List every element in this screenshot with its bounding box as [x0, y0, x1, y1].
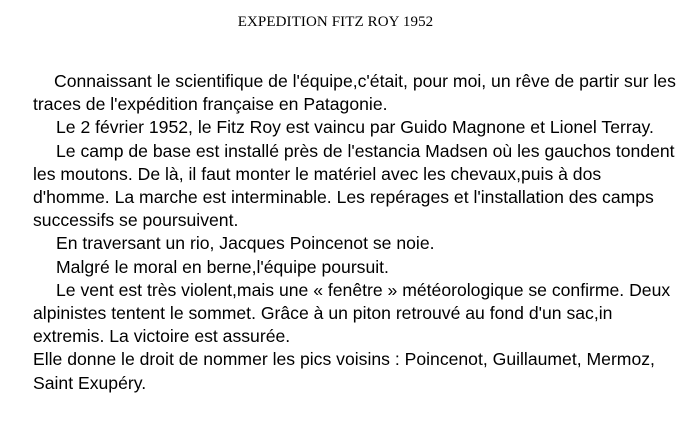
paragraph-river-drowning: En traversant un rio, Jacques Poincenot se noie.: [56, 233, 435, 254]
paragraph-base-camp: Le camp de base est installé près de l'estancia Madsen où les gauchos tondent les moutons. De là, il faut monter le matériel avec les chevaux,puis à dos d'homme. La marche est interminable. Les repérages et l'installation des camps successifs se poursuivent.: [33, 140, 675, 231]
paragraph-victory-date: Le 2 février 1952, le Fitz Roy est vaincu par Guido Magnone et Lionel Terray.: [56, 117, 654, 138]
paragraph-team-continues: Malgré le moral en berne,l'équipe poursuit.: [56, 256, 389, 277]
paragraph-summit-attempt: Le vent est très violent,mais une « fenêtre » météorologique se confirme. Deux alpinistes tentent le sommet. Grâce à un piton retrouvé au fond d'un sac,in extremis. La victoire est assurée.: [33, 279, 671, 347]
paragraph-peak-names: Elle donne le droit de nommer les pics voisins : Poincenot, Guillaumet, Mermoz, Saint Exupéry.: [33, 349, 655, 393]
document-title: EXPEDITION FITZ ROY 1952: [237, 14, 434, 30]
paragraph-intro: Connaissant le scientifique de l'équipe,c'était, pour moi, un rêve de partir sur les traces de l'expédition française en Patagonie.: [33, 71, 676, 115]
document-body: [33, 70, 678, 395]
